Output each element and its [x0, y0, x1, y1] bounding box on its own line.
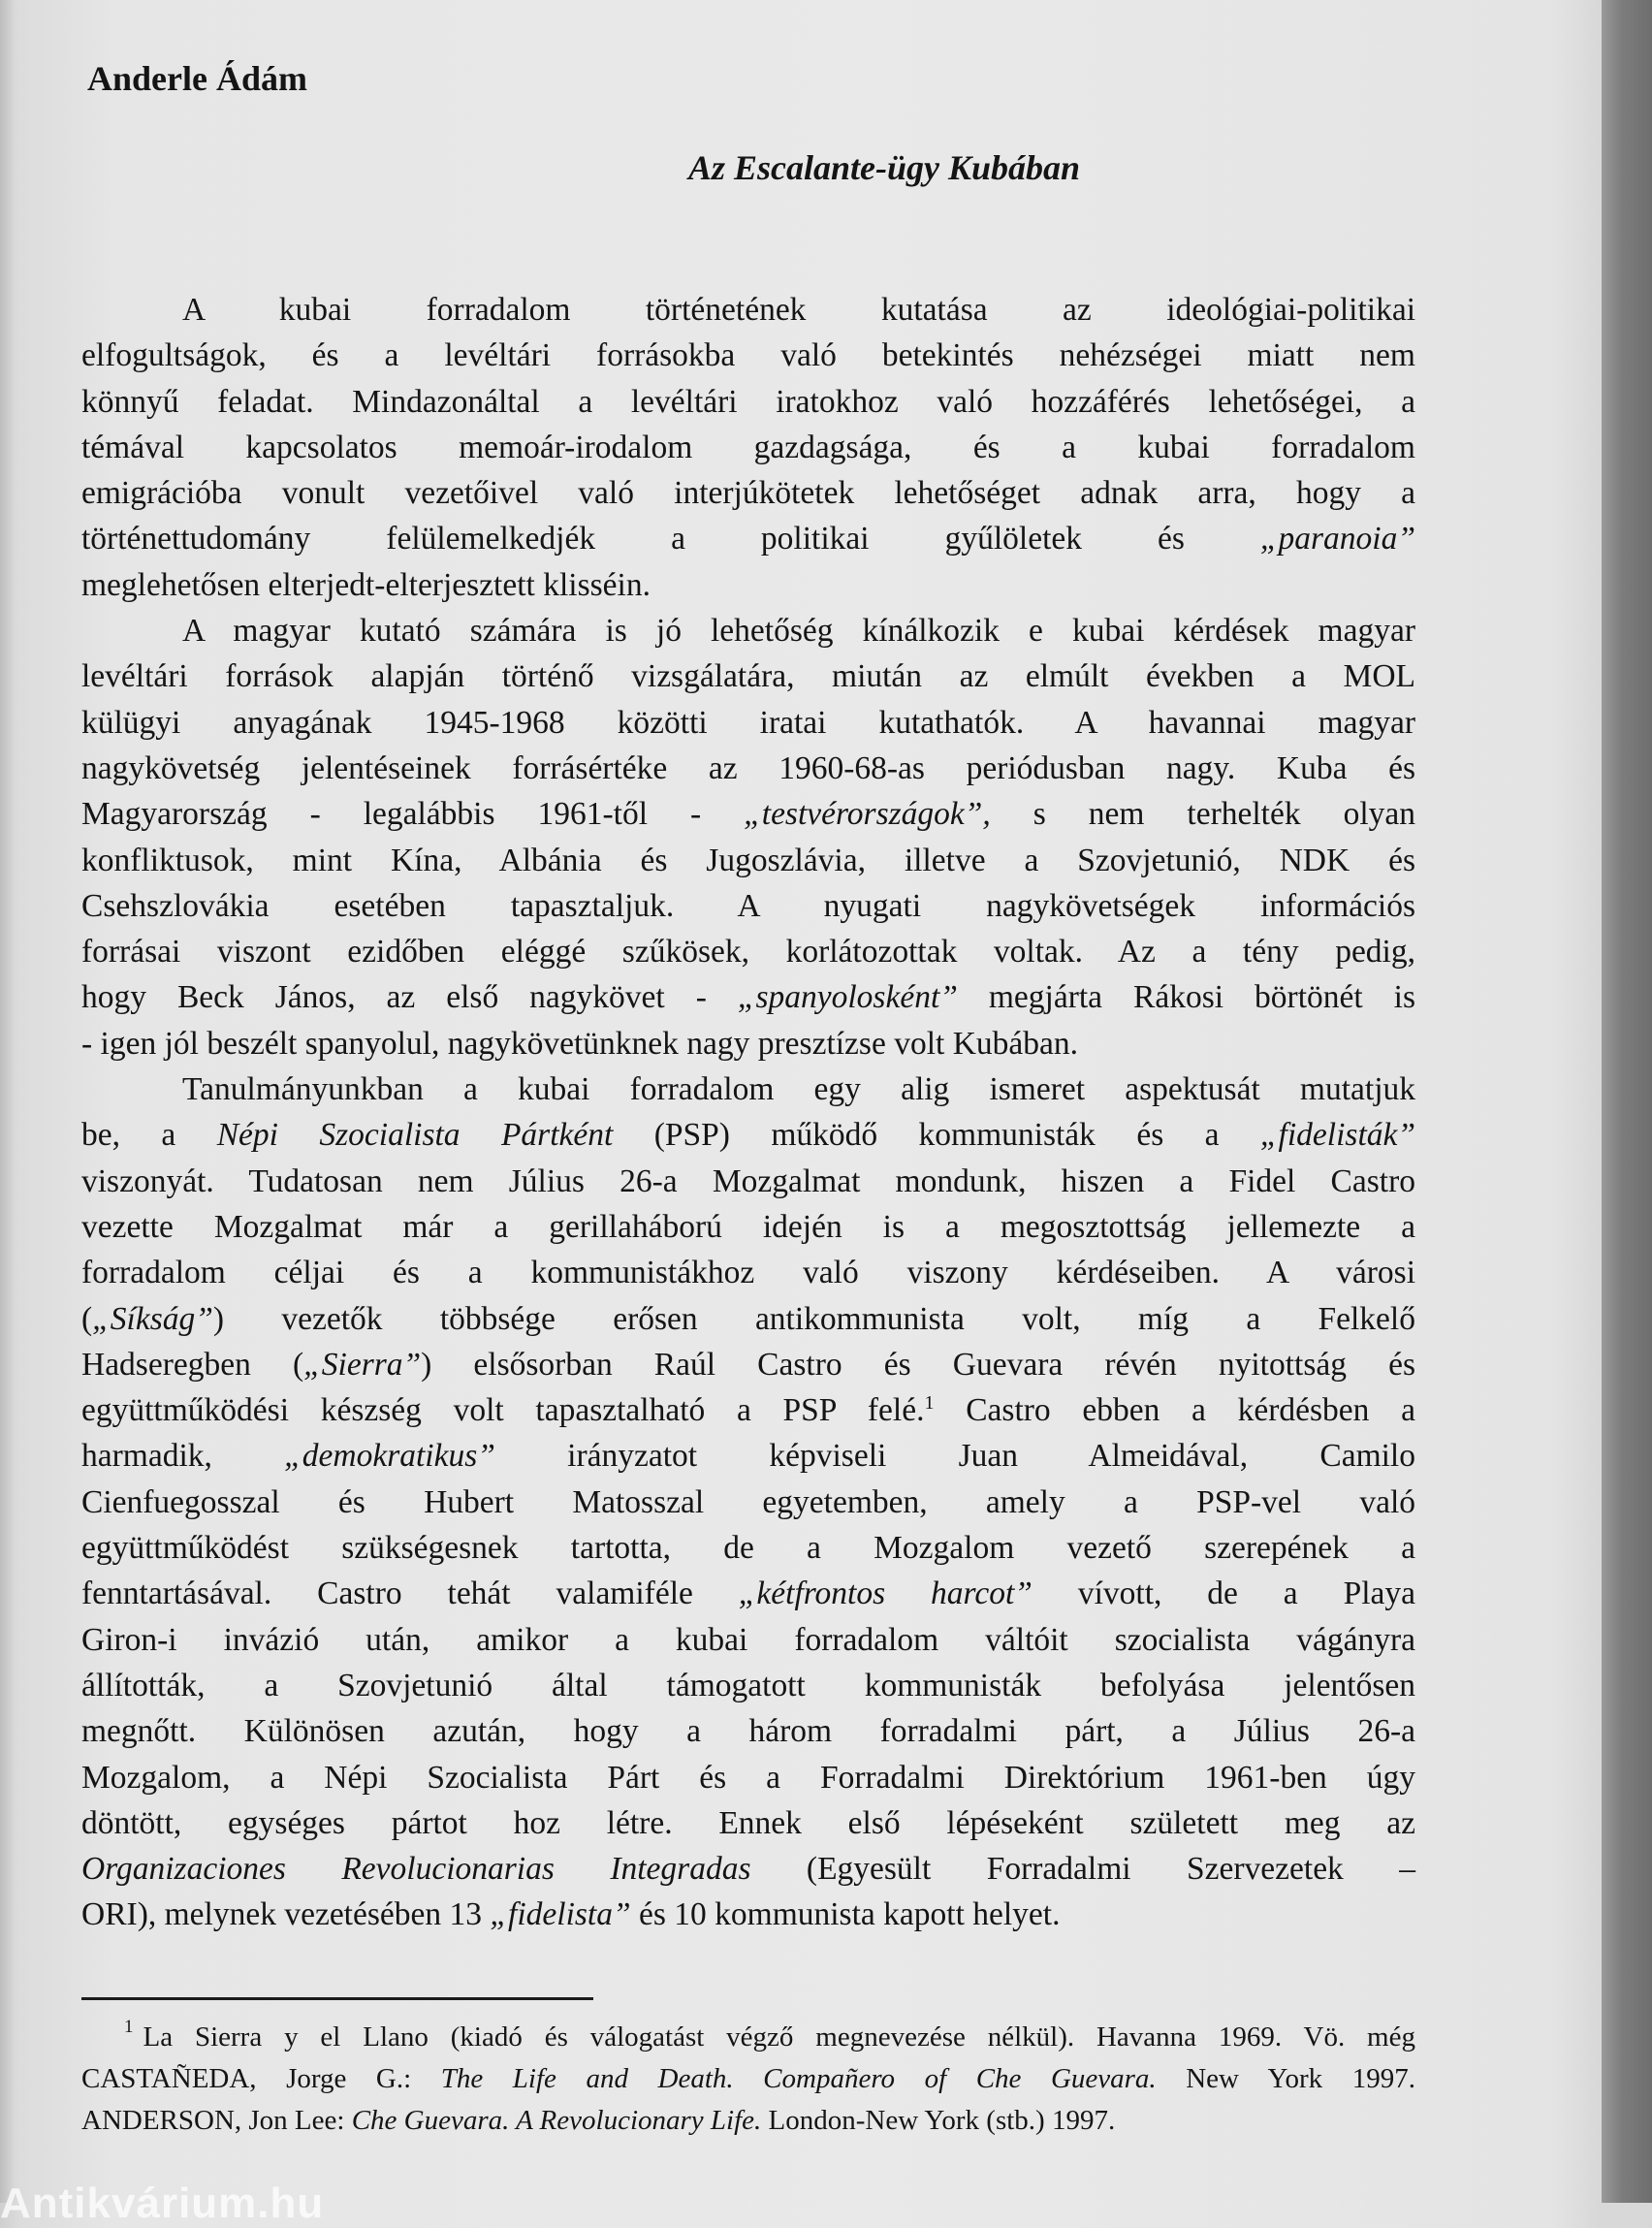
text-run: megjárta Rákosi börtönét is [957, 979, 1415, 1016]
italic-text: „demokratikus” [284, 1438, 495, 1475]
text-run: döntött, egységes pártot hoz létre. Ennek első lépéseként született meg az [81, 1804, 1415, 1841]
text-line [81, 791, 1415, 837]
text-run: Cienfuegosszal és Hubert Matosszal egyetemben, amely a PSP-vel való [81, 1483, 1415, 1520]
text-line [81, 1708, 1415, 1754]
italic-text: „fidelisták” [1259, 1117, 1415, 1154]
adjacent-page-edge [0, 0, 14, 2203]
text-run: A kubai forradalom történetének kutatása az ideológiai-politikai [182, 292, 1415, 328]
text-line [81, 1480, 1415, 1525]
text-line [81, 1525, 1415, 1571]
text-run: harmadik, [81, 1438, 285, 1475]
footnote-line [81, 2058, 1415, 2100]
footnote-separator [81, 1997, 593, 2000]
text-run: együttműködési készség volt tapasztalható a PSP felé. [81, 1392, 925, 1429]
text-run: (PSP) működő kommunisták és a [613, 1117, 1260, 1154]
italic-text: „kétfrontos harcot” [738, 1576, 1032, 1612]
text-run: megnőtt. Különösen azután, hogy a három forradalmi párt, a Július 26-a [81, 1713, 1415, 1750]
footnote-number: 1 [124, 2017, 134, 2037]
text-run: forrásai viszont ezidőben eléggé szűkösek, korlátozottak voltak. Az a tény pedig, [81, 934, 1415, 971]
text-line [81, 1296, 1415, 1342]
italic-text: Che Guevara. A Revolucionary Life. [351, 2105, 762, 2136]
text-run: - igen jól beszélt spanyolul, nagykövetünknek nagy presztízse volt Kubában. [81, 1025, 1078, 1062]
watermark: Antikvárium.hu [0, 2180, 325, 2227]
text-line [81, 1021, 1415, 1066]
text-run: Magyarország - legalábbis 1961-től - [81, 796, 745, 833]
italic-text: „spanyolosként” [737, 979, 958, 1016]
text-run: nagykövetség jelentéseinek forrásértéke az 1960-68-as periódusban nagy. Kuba és [81, 749, 1415, 786]
text-line [81, 379, 1415, 425]
text-run: La Sierra y el Llano (kiadó és válogatást végző megnevezése nélkül). Havanna 1969. Vö. még [143, 2021, 1415, 2053]
text-line [81, 516, 1415, 561]
text-run: Csehszlovákia esetében tapasztaljuk. A nyugati nagykövetségek információs [81, 887, 1415, 924]
text-run: ORI), melynek vezetésében 13 [81, 1896, 491, 1933]
text-line [81, 1159, 1415, 1204]
text-run: hogy Beck János, az első nagykövet - [81, 979, 738, 1016]
text-line [81, 1617, 1415, 1663]
text-run: ( [81, 1300, 93, 1337]
text-line [81, 333, 1415, 378]
text-run: együttműködést szükségesnek tartotta, de a Mozgalom vezető szerepének a [81, 1530, 1415, 1567]
italic-text: Organizaciones Revolucionarias Integradas [81, 1851, 751, 1888]
text-line [81, 1066, 1415, 1112]
text-run: ANDERSON, Jon Lee: [81, 2105, 352, 2136]
text-line [81, 700, 1415, 746]
text-run: be, a [81, 1117, 217, 1154]
footnote-line [81, 2100, 1415, 2142]
text-line [81, 1800, 1415, 1846]
text-line [81, 929, 1415, 974]
text-run: elfogultságok, és a levéltári forrásokba való betekintés nehézségei miatt nem [81, 337, 1415, 374]
text-line [81, 470, 1415, 516]
article-title: Az Escalante-ügy Kubában [687, 148, 1081, 187]
italic-text: The Life and Death. Compañero of Che Guevara. [440, 2063, 1157, 2094]
italic-text: Népi Szocialista Pártként [216, 1117, 614, 1154]
text-line [81, 608, 1415, 653]
footnote-reference: 1 [924, 1392, 935, 1415]
italic-text: „Sierra” [303, 1346, 422, 1383]
footnote-line [81, 2017, 1415, 2058]
text-line [81, 883, 1415, 929]
text-line [81, 1571, 1415, 1616]
text-run: viszonyát. Tudatosan nem Július 26-a Mozgalmat mondunk, hiszen a Fidel Castro [81, 1162, 1415, 1199]
text-line [81, 1250, 1415, 1295]
text-run: Tanulmányunkban a kubai forradalom egy alig ismeret aspektusát mutatjuk [182, 1071, 1415, 1108]
text-line [81, 1342, 1415, 1387]
text-line [81, 425, 1415, 470]
text-run: könnyű feladat. Mindazonáltal a levéltári iratokhoz való hozzáférés lehetőségei, a [81, 383, 1415, 420]
text-run: Castro ebben a kérdésben a [934, 1392, 1415, 1429]
text-run: irányzatot képviseli Juan Almeidával, Camilo [494, 1438, 1415, 1475]
text-line [81, 562, 1415, 608]
text-line [81, 1663, 1415, 1708]
text-run: forradalom céljai és a kommunistákhoz való viszony kérdéseiben. A városi [81, 1255, 1415, 1291]
text-run: (Egyesült Forradalmi Szervezetek – [750, 1851, 1415, 1888]
text-line [81, 1112, 1415, 1158]
italic-text: „testvérországok”, [744, 796, 991, 833]
author-name: Anderle Ádám [87, 59, 307, 98]
text-run: történettudomány felülemelkedjék a politikai gyűlöletek és [81, 521, 1260, 557]
italic-text: „fidelista” [490, 1896, 631, 1933]
text-run: ) vezetők többsége erősen antikommunista volt, míg a Felkelő [212, 1300, 1415, 1337]
italic-text: „paranoia” [1259, 521, 1415, 557]
text-line [81, 746, 1415, 791]
footnote [81, 2017, 1415, 2142]
text-run: London-New York (stb.) 1997. [761, 2105, 1116, 2136]
text-run: New York 1997. [1156, 2063, 1415, 2094]
text-line [81, 1387, 1415, 1433]
text-line [81, 1892, 1415, 1937]
text-run: s nem terhelték olyan [990, 796, 1416, 833]
text-run: témával kapcsolatos memoár-irodalom gazdagsága, és a kubai forradalom [81, 429, 1415, 465]
text-run: levéltári források alapján történő vizsgálatára, miután az elmúlt években a MOL [81, 658, 1415, 695]
text-run: állították, a Szovjetunió által támogatott kommunisták befolyása jelentősen [81, 1667, 1415, 1703]
text-line [81, 287, 1415, 333]
text-run: emigrációba vonult vezetőivel való interjúkötetek lehetőséget adnak arra, hogy a [81, 475, 1415, 512]
text-run: meglehetősen elterjedt-elterjesztett klisséin. [81, 566, 651, 603]
text-run: Giron-i invázió után, amikor a kubai forradalom váltóit szocialista vágányra [81, 1621, 1415, 1658]
text-run: ) elsősorban Raúl Castro és Guevara révén nyitottság és [421, 1346, 1415, 1383]
text-line [81, 1433, 1415, 1479]
article-body [81, 287, 1415, 1938]
text-run: Mozgalom, a Népi Szocialista Párt és a Forradalmi Direktórium 1961-ben úgy [81, 1759, 1415, 1796]
book-binding-shadow [1602, 0, 1652, 2203]
text-run: vezette Mozgalmat már a gerillaháború idején is a megosztottság jellemezte a [81, 1208, 1415, 1245]
text-line [81, 1755, 1415, 1800]
text-run: vívott, de a Playa [1032, 1576, 1415, 1612]
text-line [81, 974, 1415, 1020]
text-line [81, 1846, 1415, 1892]
text-line [81, 838, 1415, 883]
text-run: A magyar kutató számára is jó lehetőség kínálkozik e kubai kérdések magyar [182, 613, 1415, 650]
text-run: CASTAÑEDA, Jorge G.: [81, 2063, 441, 2094]
text-run: külügyi anyagának 1945-1968 közötti iratai kutathatók. A havannai magyar [81, 704, 1415, 741]
text-run: fenntartásával. Castro tehát valamiféle [81, 1576, 739, 1612]
text-line [81, 1204, 1415, 1250]
text-run: Hadseregben ( [81, 1346, 304, 1383]
text-run: konfliktusok, mint Kína, Albánia és Jugoszlávia, illetve a Szovjetunió, NDK és [81, 842, 1415, 878]
text-run: és 10 kommunista kapott helyet. [630, 1896, 1061, 1933]
text-line [81, 653, 1415, 699]
italic-text: „Síkság” [92, 1300, 213, 1337]
